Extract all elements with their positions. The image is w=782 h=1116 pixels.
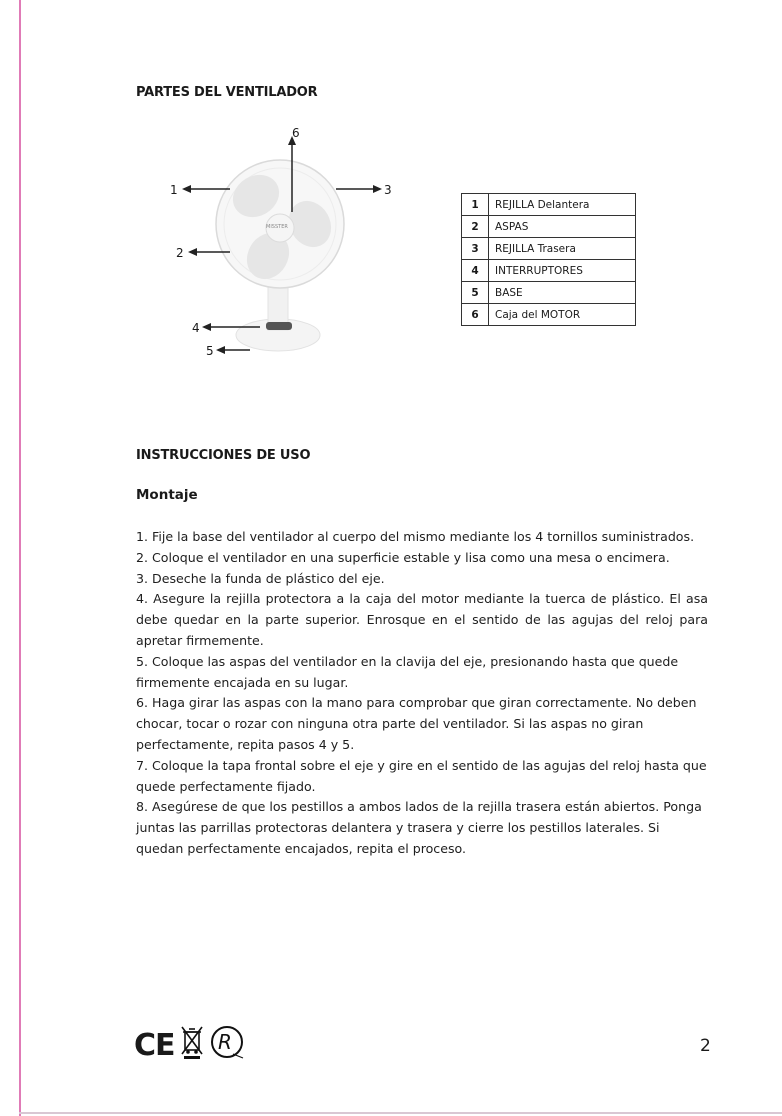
- table-row: [462, 216, 636, 238]
- callout-2: 2: [176, 246, 184, 260]
- certification-marks: [134, 1025, 247, 1065]
- part-number: 5: [462, 282, 489, 304]
- part-number: 1: [462, 194, 489, 216]
- part-number: 4: [462, 260, 489, 282]
- brand-label: MISSTER: [266, 224, 288, 230]
- callout-1: 1: [170, 183, 178, 197]
- callout-3: 3: [384, 183, 392, 197]
- assembly-heading: Montaje: [136, 487, 198, 503]
- part-name: Caja del MOTOR: [489, 304, 636, 326]
- svg-text:R: R: [217, 1030, 232, 1054]
- step-1: 1. Fije la base del ventilador al cuerpo del mismo mediante los 4 tornillos suministrados.: [136, 529, 695, 544]
- part-name: REJILLA Delantera: [489, 194, 636, 216]
- step-7: 7. Coloque la tapa frontal sobre el eje y gire en el sentido de las agujas del reloj hasta que quede perfectamente fijado.: [136, 757, 707, 794]
- step-4: 4. Asegure la rejilla protectora a la caja del motor mediante la tuerca de plástico. El asa debe quedar en la parte superior. Enrosque en el sentido de las agujas del reloj para apretar firmemente.: [136, 591, 708, 648]
- table-row: [462, 260, 636, 282]
- page-margin-line: [19, 0, 21, 1116]
- step-5: 5. Coloque las aspas del ventilador en la clavija del eje, presionando hasta que quede firmemente encajada en su lugar.: [136, 653, 679, 690]
- step-2: 2. Coloque el ventilador en una superficie estable y lisa como una mesa o encimera.: [136, 549, 670, 565]
- part-name: REJILLA Trasera: [489, 238, 636, 260]
- instructions: [136, 527, 708, 860]
- r-circle-icon: [209, 1024, 247, 1066]
- ce-mark: CE: [134, 1027, 175, 1063]
- fan-diagram: [160, 128, 400, 360]
- callout-6: 6: [292, 126, 300, 140]
- part-name: INTERRUPTORES: [489, 260, 636, 282]
- page-bottom-line: [19, 1112, 782, 1114]
- table-row: [462, 282, 636, 304]
- step-8: 8. Asegúrese de que los pestillos a ambos lados de la rejilla trasera están abiertos. Ponga juntas las parrillas protectoras delantera y trasera y cierre los pestillos laterales. Si quedan perfectamente encajados, repita el proceso.: [136, 799, 702, 856]
- part-number: 6: [462, 304, 489, 326]
- table-row: [462, 194, 636, 216]
- step-6: 6. Haga girar las aspas con la mano para comprobar que giran correctamente. No deben chocar, tocar o rozar con ninguna otra parte del ventilador. Si las aspas no giran perfectamente, repita pasos 4 y 5.: [136, 695, 697, 752]
- page-number: 2: [700, 1036, 711, 1056]
- table-row: [462, 304, 636, 326]
- callout-4: 4: [192, 321, 200, 335]
- callout-5: 5: [206, 344, 214, 358]
- part-number: 3: [462, 238, 489, 260]
- parts-heading: PARTES DEL VENTILADOR: [136, 85, 318, 100]
- crossed-out-wheeled-bin-icon: [181, 1026, 203, 1064]
- table-row: [462, 238, 636, 260]
- step-3: 3. Deseche la funda de plástico del eje.: [136, 570, 385, 586]
- part-number: 2: [462, 216, 489, 238]
- part-name: BASE: [489, 282, 636, 304]
- parts-table: [461, 193, 636, 326]
- part-name: ASPAS: [489, 216, 636, 238]
- usage-heading: INSTRUCCIONES DE USO: [136, 448, 311, 463]
